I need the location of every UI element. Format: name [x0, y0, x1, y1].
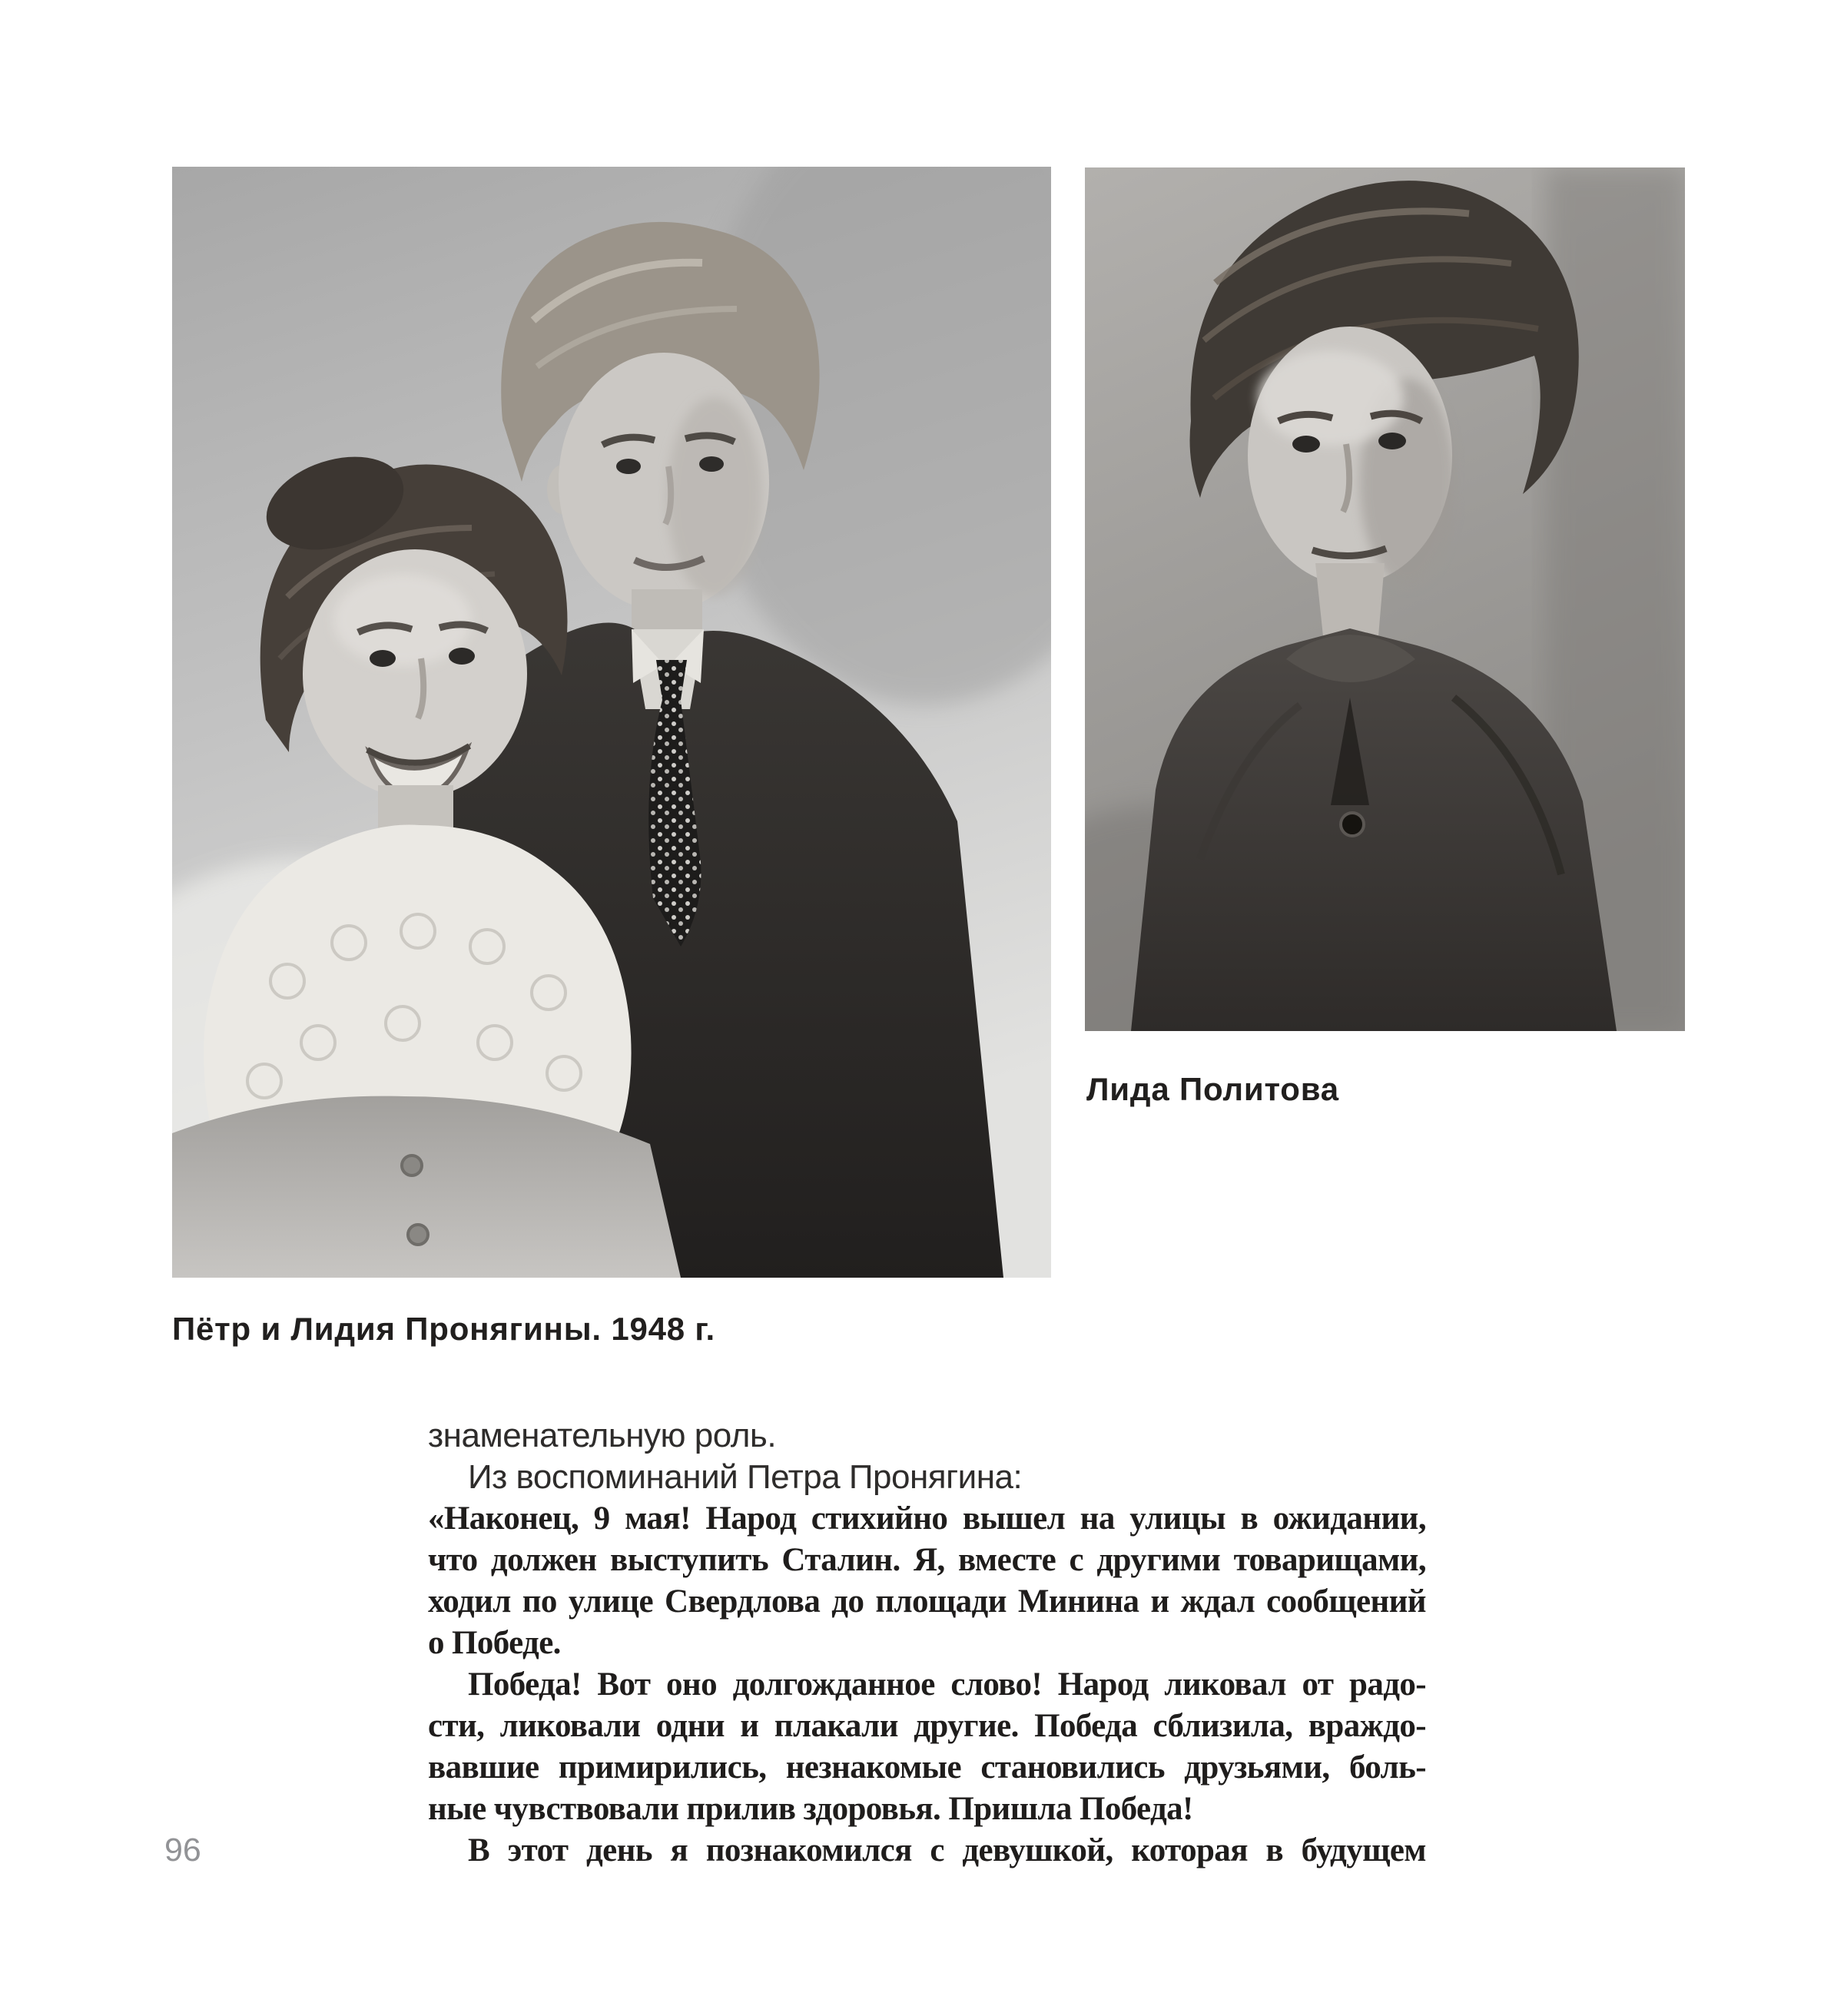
page-number: 96 — [164, 1832, 201, 1868]
text-line: ходил по улице Свердлова до площади Минина и ждал сообщений — [428, 1583, 1426, 1620]
text-line: сти, ликовали одни и плакали другие. Победа сблизила, враждо- — [428, 1708, 1426, 1744]
text-line: ные чувствовали прилив здоровья. Пришла Победа! — [428, 1791, 1193, 1827]
photo-couple — [172, 167, 1051, 1278]
text-line: знаменательную роль. — [428, 1417, 777, 1454]
text-line: вавшие примирились, незнакомые становились друзьями, боль- — [428, 1749, 1426, 1786]
text-line: «Наконец, 9 мая! Народ стихийно вышел на улицы в ожидании, — [428, 1500, 1426, 1537]
caption-pronyagins: Пётр и Лидия Пронягины. 1948 г. — [172, 1311, 715, 1347]
woman-photo-illustration — [1085, 167, 1685, 1031]
photo-woman — [1085, 167, 1685, 1031]
caption-lida-politova: Лида Политова — [1086, 1071, 1339, 1107]
text-line: о Победе. — [428, 1625, 561, 1661]
text-line: Из воспоминаний Петра Пронягина: — [468, 1458, 1023, 1496]
text-line: что должен выступить Сталин. Я, вместе с другими товарищами, — [428, 1542, 1426, 1578]
text-line: В этот день я познакомился с девушкой, которая в будущем — [468, 1832, 1426, 1868]
text-line: Победа! Вот оно долгожданное слово! Народ ликовал от радо- — [468, 1666, 1426, 1703]
couple-photo-illustration — [172, 167, 1051, 1278]
memoir-text — [428, 1415, 1426, 1872]
